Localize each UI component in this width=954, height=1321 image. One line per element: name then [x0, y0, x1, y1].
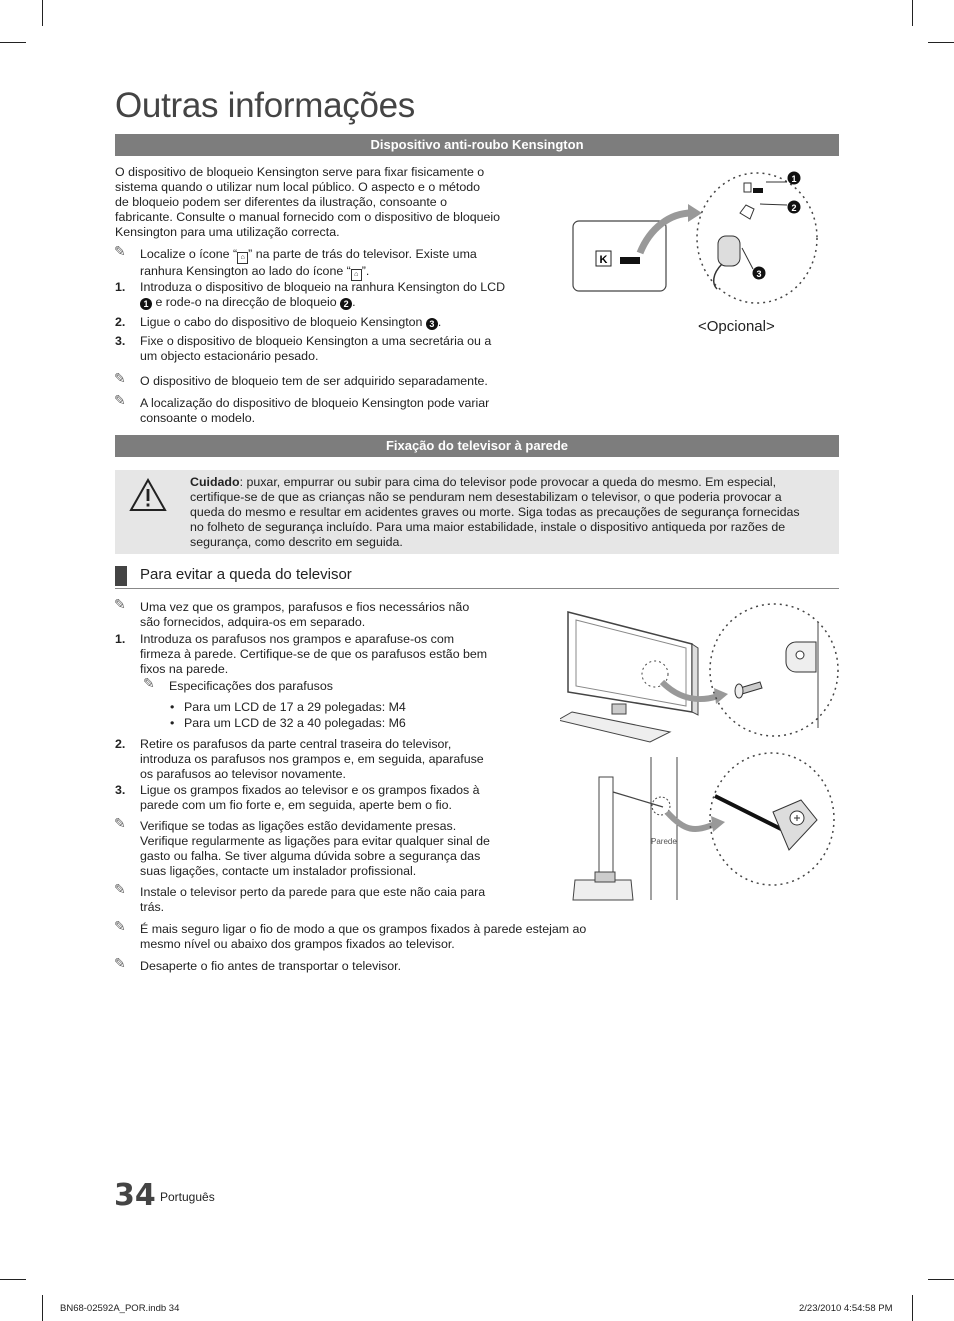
lock-icon	[744, 183, 751, 192]
kensington-illustration	[570, 168, 830, 316]
bullet: •	[170, 716, 175, 730]
note-pencil-icon: ✎	[114, 918, 126, 934]
crop-mark	[0, 42, 26, 43]
kensington-lock-icon: ⌂	[351, 269, 362, 281]
section-heading-kensington: Dispositivo anti-roubo Kensington	[115, 134, 839, 156]
footer-timestamp: 2/23/2010 4:54:58 PM	[799, 1303, 893, 1314]
lock-body	[718, 236, 740, 266]
note-pencil-icon: ✎	[114, 596, 126, 612]
crop-mark	[42, 1295, 43, 1321]
crop-mark	[42, 0, 43, 26]
callout-1-badge: 1	[140, 298, 152, 310]
note-pencil-icon: ✎	[114, 815, 126, 831]
intro-line: O dispositivo de bloqueio Kensington serve para fixar fisicamente o	[115, 165, 485, 179]
note-pencil-icon: ✎	[114, 243, 126, 259]
tv-edge	[692, 644, 698, 715]
callout-line	[742, 248, 753, 269]
subsection-heading	[115, 564, 839, 589]
step-number: 1.	[115, 632, 126, 646]
wall-step-1: Introduza os parafusos nos grampos e aparafuse-os com firmeza à parede. Certifique-se de que os parafusos estão bem fixos na parede.	[140, 632, 488, 676]
intro-line: sistema quando o utilizar num local público. O aspecto e o método	[115, 180, 481, 194]
screw-head	[735, 684, 743, 698]
section-heading-wall: Fixação do televisor à parede	[115, 435, 839, 457]
k-letter: K	[599, 254, 608, 266]
arrow-head-icon	[711, 816, 725, 832]
bullet: •	[170, 700, 175, 714]
callout-2-badge: 2	[340, 298, 352, 310]
crop-mark	[912, 0, 913, 26]
wall-step-3: Ligue os grampos fixados ao televisor e os grampos fixados à parede com um fio forte e, em seguida, aperte bem o fio.	[140, 783, 480, 812]
kensington-intro	[115, 165, 500, 240]
wire	[613, 792, 663, 807]
step-number: 2.	[115, 315, 126, 329]
optional-label: <Opcional>	[698, 318, 775, 335]
tv-wall-wire-illustration	[565, 752, 845, 902]
page-number: 34	[114, 1178, 156, 1213]
spec-item: Para um LCD de 17 a 29 polegadas: M4	[184, 700, 406, 714]
crop-mark	[912, 1295, 913, 1321]
footer-file: BN68-02592A_POR.indb 34	[60, 1303, 180, 1314]
kensington-slot	[620, 257, 640, 264]
footer-language: Português	[160, 1190, 215, 1204]
tv-stand-side	[573, 880, 633, 900]
note-pencil-icon: ✎	[114, 881, 126, 897]
note-pencil-icon: ✎	[114, 955, 126, 971]
note-pencil-icon: ✎	[114, 370, 126, 386]
step-2-text: Ligue o cabo do dispositivo de bloqueio Kensington 3 .	[140, 315, 442, 329]
note-wire-level: É mais seguro ligar o fio de modo a que os grampos fixados à parede estejam ao mesmo nível ou abaixo dos grampos fixados ao televisor.	[140, 922, 587, 951]
bracket-hole	[796, 651, 804, 659]
spec-item: Para um LCD de 32 a 40 polegadas: M6	[184, 716, 406, 730]
note-install-near-wall: Instale o televisor perto da parede para que este não caia para trás.	[140, 885, 486, 914]
caution-text: Cuidado: puxar, empurrar ou subir para cima do televisor pode provocar a queda do mesmo. Em especial, certifique-se de que as crianças não se penduram nem desestabilizam o televisor, o que poderia provocar a queda do mesmo e resultar em acidentes graves ou morte. Siga todas as precauções de segurança fornecidas no folheto de segurança incluído. Para uma maior estabilidade, instale o dispositivo antiqueda por razões de segurança, como descrito em seguida.	[190, 475, 800, 549]
wall-label: Parede	[651, 837, 677, 846]
arrow-head-icon	[688, 204, 702, 222]
intro-line: de bloqueio podem ser diferentes da ilustração, consoante o	[115, 195, 448, 209]
callout-number: 2	[791, 203, 797, 213]
callout-3-badge: 3	[426, 318, 438, 330]
tv-stand	[560, 712, 670, 742]
step-number: 2.	[115, 737, 126, 751]
wall-step-2: Retire os parafusos da parte central traseira do televisor, introduza os parafusos nos grampos e, em seguida, aparafuse os parafusos ao televisor novamente.	[140, 737, 484, 781]
lock-cable	[714, 264, 722, 289]
stand-neck	[612, 704, 626, 714]
page-title: Outras informações	[115, 86, 415, 125]
tv-side	[599, 777, 613, 887]
step-number: 1.	[115, 280, 126, 294]
note-locate-icon: Localize o ícone “ ⌂ ” na parte de trás do televisor. Existe uma ranhura Kensington ao lado do ícone “ ⌂ ”.	[140, 247, 477, 281]
subsection-title: Para evitar a queda do televisor	[140, 566, 352, 583]
crop-mark	[0, 1279, 26, 1280]
intro-line: Kensington para uma utilização correcta.	[115, 225, 340, 239]
note-loosen-wire: Desaperte o fio antes de transportar o televisor.	[140, 959, 402, 973]
caution-box	[115, 470, 839, 554]
callout-line	[760, 204, 787, 205]
tv-back	[568, 612, 692, 712]
kensington-lock-icon: ⌂	[237, 252, 248, 264]
note-pencil-icon: ✎	[114, 392, 126, 408]
zoom-circle	[710, 604, 838, 736]
step-3-text: Fixe o dispositivo de bloqueio Kensington a uma secretária ou a um objecto estacionário pesado.	[140, 334, 492, 363]
note-purchase: O dispositivo de bloqueio tem de ser adquirido separadamente.	[140, 374, 488, 388]
crop-mark	[928, 1279, 954, 1280]
warning-icon	[129, 478, 167, 512]
step-number: 3.	[115, 783, 126, 797]
slot-detail	[753, 188, 763, 193]
screw-spec-note: Especificações dos parafusos	[169, 679, 333, 693]
lock-key-icon	[740, 205, 754, 219]
stand-neck	[595, 872, 615, 882]
callout-number: 1	[791, 174, 797, 184]
note-check-connections: Verifique se todas as ligações estão devidamente presas. Verifique regularmente as ligações para evitar qualquer sinal de gasto ou falha. Se tiver alguma dúvida sobre a segurança das suas ligações, contacte um instalador profissional.	[140, 819, 490, 878]
callout-number: 3	[756, 269, 762, 279]
crop-mark	[928, 42, 954, 43]
note-location: A localização do dispositivo de bloqueio Kensington pode variar consoante o modelo.	[140, 396, 490, 425]
arrow-icon	[667, 812, 715, 829]
intro-line: fabricante. Consulte o manual fornecido com o dispositivo de bloqueio	[115, 210, 501, 224]
arrow-head-icon	[714, 688, 728, 704]
tv-bracket-illustration	[560, 600, 845, 745]
note-purchase-parts: Uma vez que os grampos, parafusos e fios necessários não são fornecidos, adquira-os em separado.	[140, 600, 470, 629]
heading-marker	[115, 566, 127, 586]
step-number: 3.	[115, 334, 126, 348]
step-1-text: Introduza o dispositivo de bloqueio na ranhura Kensington do LCD 1 e rode-o na direcção de bloqueio 2 .	[140, 280, 506, 309]
note-pencil-icon: ✎	[143, 675, 155, 691]
